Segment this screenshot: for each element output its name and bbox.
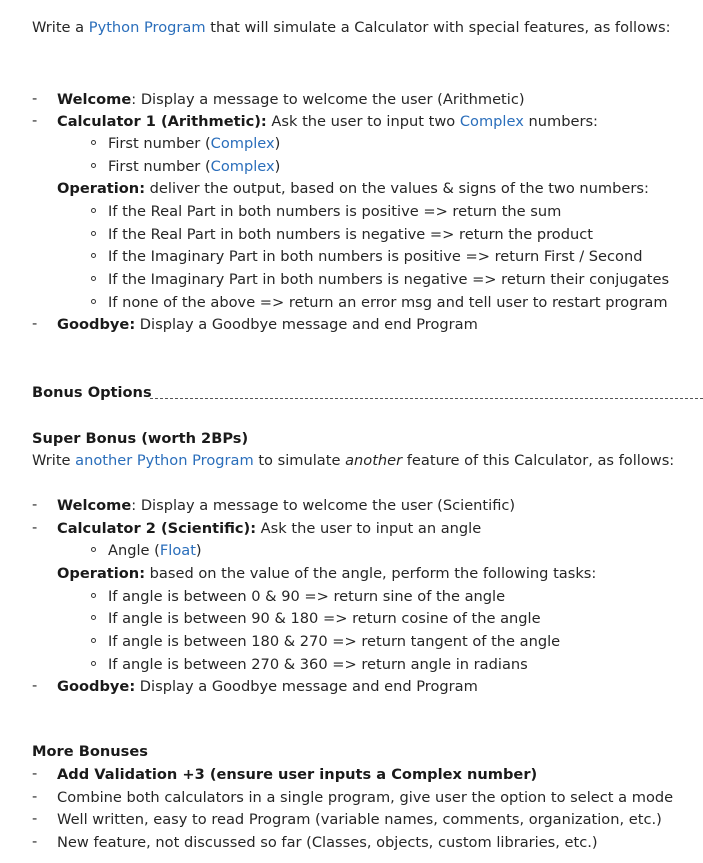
super-bonus-post: feature of this Calculator, as follows:	[402, 452, 675, 469]
rule-item: If the Real Part in both numbers is positive => return the sum	[108, 203, 562, 220]
bonus-options-heading	[32, 383, 152, 403]
bullet-icon	[91, 140, 96, 145]
bullet-icon	[91, 593, 96, 598]
dash-marker: -	[32, 112, 38, 129]
operation-2	[57, 564, 596, 584]
calculator-2	[57, 519, 481, 539]
calculator-1-post: numbers:	[523, 113, 598, 130]
rule-item: If angle is between 270 & 360 => return angle in radians	[108, 656, 528, 673]
intro-pre: Write a	[32, 19, 89, 36]
float-link[interactable]: Float	[159, 542, 196, 559]
dash-marker: -	[32, 788, 38, 805]
dash-marker: -	[32, 519, 38, 536]
bullet-icon	[91, 231, 96, 236]
python-program-link[interactable]: Python Program	[88, 19, 206, 36]
dash-marker: -	[32, 90, 38, 107]
welcome-1-text: : Display a message to welcome the user (Arithmetic)	[131, 91, 525, 108]
welcome-1	[57, 90, 525, 110]
bullet-icon	[91, 163, 96, 168]
bullet-icon	[91, 299, 96, 304]
welcome-2-label: Welcome	[57, 497, 132, 514]
bonus-options-label: Bonus Options	[32, 384, 152, 401]
complex-link[interactable]: Complex	[210, 158, 275, 175]
validation-bonus-text: Add Validation +3 (ensure user inputs a Complex number)	[57, 766, 538, 783]
goodbye-1	[57, 315, 478, 335]
dash-marker: -	[32, 810, 38, 827]
more-bonus-item: Combine both calculators in a single program, give user the option to select a mode	[57, 789, 674, 806]
goodbye-2-text: Display a Goodbye message and end Program	[135, 678, 478, 695]
operation-1-text: deliver the output, based on the values & signs of the two numbers:	[145, 180, 649, 197]
input-second-number	[108, 157, 280, 177]
input-post: )	[274, 158, 281, 175]
rule-item: If the Imaginary Part in both numbers is positive => return First / Second	[108, 248, 643, 265]
rule-item: If the Real Part in both numbers is negative => return the product	[108, 226, 593, 243]
bullet-icon	[91, 615, 96, 620]
input-label: First number (	[108, 135, 211, 152]
dash-marker: -	[32, 765, 38, 782]
welcome-1-label: Welcome	[57, 91, 132, 108]
bullet-icon	[91, 661, 96, 666]
super-bonus-title	[32, 429, 248, 449]
more-bonuses-title-text: More Bonuses	[32, 743, 148, 760]
more-bonuses-title	[32, 742, 148, 762]
input-angle	[108, 541, 202, 561]
bullet-icon	[91, 208, 96, 213]
input-label: Angle (	[108, 542, 160, 559]
rule-item: If angle is between 0 & 90 => return sine of the angle	[108, 588, 506, 605]
super-bonus-italic: another	[345, 452, 403, 469]
input-post: )	[274, 135, 281, 152]
dash-marker: -	[32, 833, 38, 850]
operation-2-label: Operation:	[57, 565, 146, 582]
calculator-1	[57, 112, 598, 132]
intro-post: that will simulate a Calculator with special features, as follows:	[205, 19, 671, 36]
input-label: First number (	[108, 158, 211, 175]
intro-line	[32, 18, 671, 38]
welcome-2-text: : Display a message to welcome the user (Scientific)	[131, 497, 516, 514]
goodbye-1-text: Display a Goodbye message and end Program	[135, 316, 478, 333]
rule-item: If the Imaginary Part in both numbers is negative => return their conjugates	[108, 271, 670, 288]
calculator-2-text: Ask the user to input an angle	[256, 520, 482, 537]
operation-2-text: based on the value of the angle, perform the following tasks:	[145, 565, 597, 582]
super-bonus-mid: to simulate	[253, 452, 346, 469]
bullet-icon	[91, 547, 96, 552]
goodbye-2	[57, 677, 478, 697]
goodbye-2-label: Goodbye:	[57, 678, 136, 695]
calculator-1-text: Ask the user to input two	[266, 113, 460, 130]
super-bonus-title-text: Super Bonus (worth 2BPs)	[32, 430, 249, 447]
dash-marker: -	[32, 496, 38, 513]
complex-link[interactable]: Complex	[459, 113, 524, 130]
more-bonus-item: Well written, easy to read Program (variable names, comments, organization, etc.)	[57, 811, 662, 828]
complex-link[interactable]: Complex	[210, 135, 275, 152]
calculator-2-label: Calculator 2 (Scientific):	[57, 520, 257, 537]
bullet-icon	[91, 253, 96, 258]
welcome-2	[57, 496, 515, 516]
operation-1	[57, 179, 649, 199]
rule-item: If none of the above => return an error msg and tell user to restart program	[108, 294, 668, 311]
super-bonus-pre: Write	[32, 452, 76, 469]
input-first-number	[108, 134, 280, 154]
operation-1-label: Operation:	[57, 180, 146, 197]
bullet-icon	[91, 638, 96, 643]
another-python-program-link[interactable]: another Python Program	[75, 452, 254, 469]
rule-item: If angle is between 90 & 180 => return cosine of the angle	[108, 610, 541, 627]
bullet-icon	[91, 276, 96, 281]
super-bonus-description	[32, 451, 674, 471]
more-bonus-item: New feature, not discussed so far (Classes, objects, custom libraries, etc.)	[57, 834, 598, 851]
input-post: )	[195, 542, 202, 559]
dashed-divider	[150, 398, 703, 399]
goodbye-1-label: Goodbye:	[57, 316, 136, 333]
rule-item: If angle is between 180 & 270 => return tangent of the angle	[108, 633, 561, 650]
dash-marker: -	[32, 677, 38, 694]
dash-marker: -	[32, 315, 38, 332]
calculator-1-label: Calculator 1 (Arithmetic):	[57, 113, 267, 130]
more-bonus-item	[57, 765, 537, 785]
